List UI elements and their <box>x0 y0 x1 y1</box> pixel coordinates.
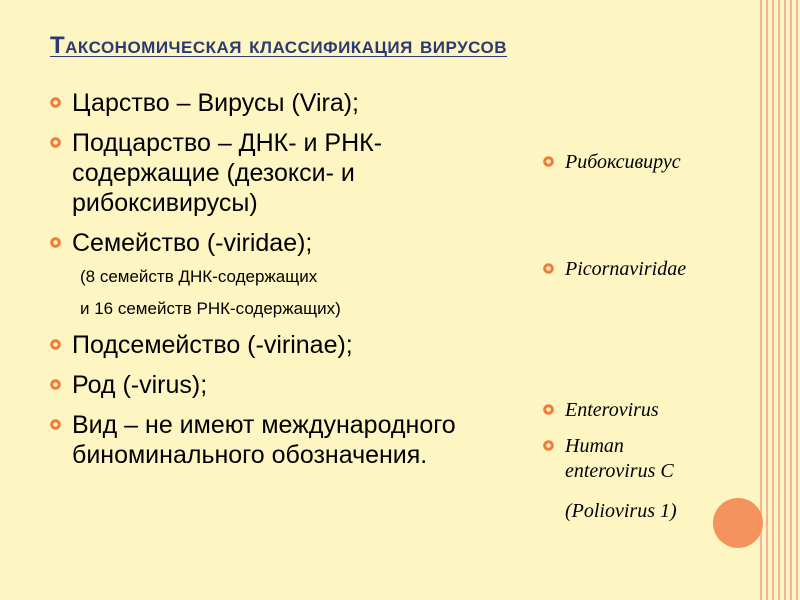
example-item <box>543 434 715 484</box>
list-item <box>50 88 520 118</box>
example-text: Рибоксивирус <box>565 151 681 173</box>
bullet-icon <box>50 339 61 350</box>
bullet-icon <box>543 263 554 274</box>
example-note: (Poliovirus 1) <box>565 500 677 522</box>
example-item <box>543 257 735 282</box>
example-item <box>543 398 735 423</box>
bullet-icon <box>543 440 554 451</box>
bullet-icon <box>50 97 61 108</box>
example-text: Enterovirus <box>565 399 659 421</box>
bullet-icon <box>50 137 61 148</box>
bullet-icon <box>543 404 554 415</box>
bullet-icon <box>543 156 554 167</box>
list-item-text: Семейство (-viridae); <box>72 229 313 257</box>
list-item-text: Подцарство – ДНК- и РНК-содержащие (дезокси- и рибоксивирусы) <box>72 129 383 217</box>
example-item <box>543 150 735 175</box>
list-item <box>50 128 472 218</box>
list-item-text: Царство – Вирусы (Vira); <box>72 89 359 117</box>
slide-title: Таксономическая классификация вирусов <box>50 32 508 59</box>
list-item-text: Род (-virus); <box>72 371 208 399</box>
decorative-circle <box>713 498 763 548</box>
list-item-text: Подсемейство (-virinae); <box>72 331 353 359</box>
list-item-text: Вид – не имеют международного биноминального обозначения. <box>72 411 456 469</box>
list-item <box>50 410 522 470</box>
left-bullet-list <box>50 88 520 470</box>
list-item <box>50 228 520 258</box>
list-item <box>50 370 520 400</box>
example-text: Picornaviridae <box>565 258 687 280</box>
decorative-stripes <box>760 0 800 600</box>
bullet-icon <box>50 419 61 430</box>
family-count-note: (8 семейств ДНК-содержащих <box>80 267 318 286</box>
family-count-note: и 16 семейств РНК-содержащих) <box>80 299 341 318</box>
example-text: Human enterovirus C <box>565 435 674 482</box>
list-item <box>50 330 520 360</box>
bullet-icon <box>50 237 61 248</box>
bullet-icon <box>50 379 61 390</box>
